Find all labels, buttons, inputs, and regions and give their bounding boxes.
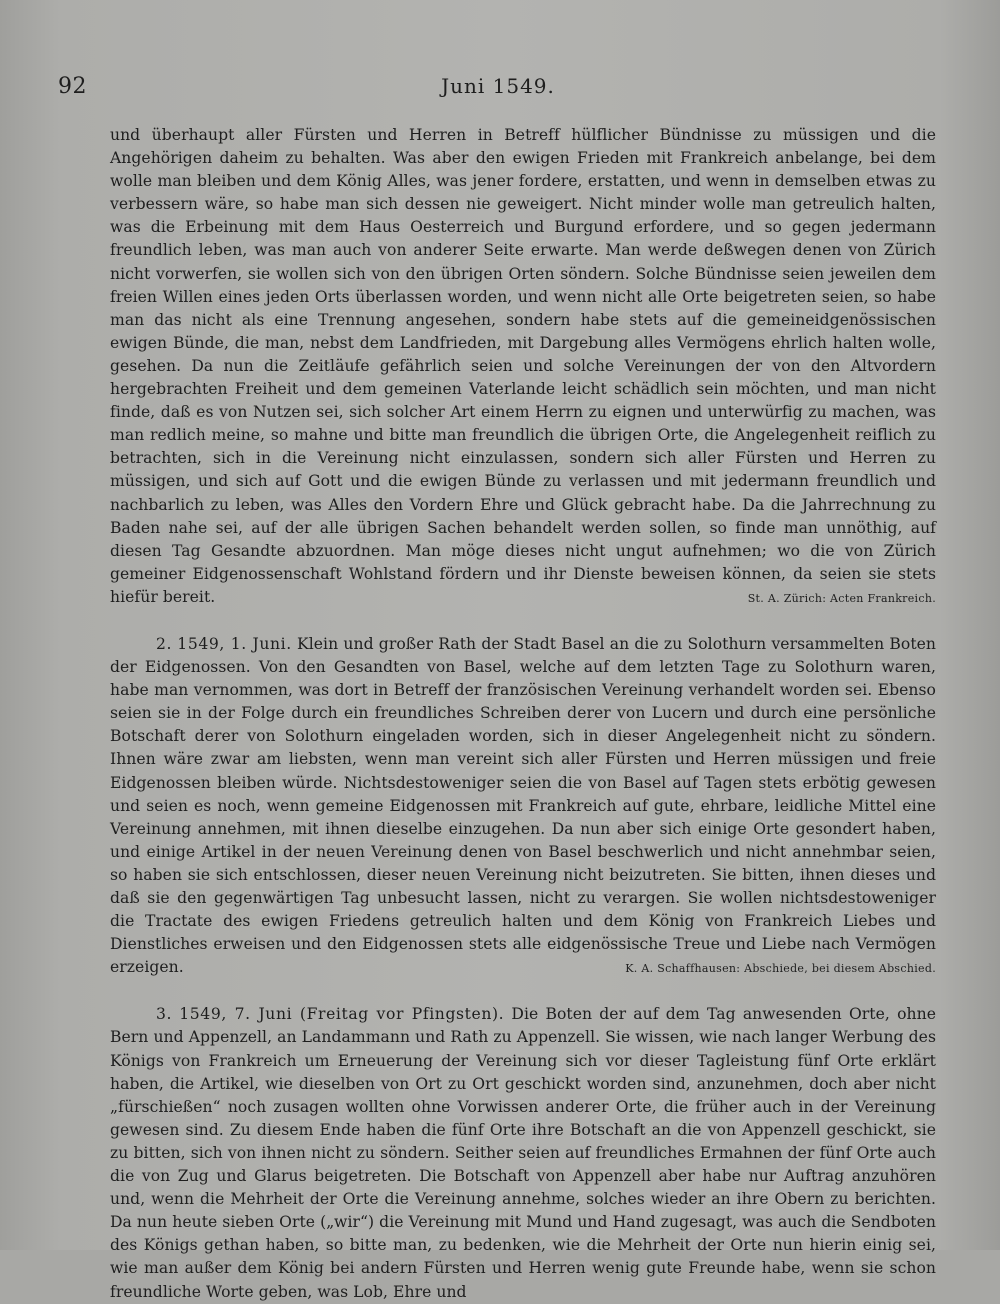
running-head: Juni 1549. bbox=[441, 74, 555, 98]
continuation-paragraph bbox=[110, 124, 936, 610]
entry-number: 3. bbox=[156, 1005, 173, 1024]
entry-number: 2. bbox=[156, 634, 173, 653]
entry-date: 1549, 7. Juni (Freitag vor Pfingsten). bbox=[179, 1005, 505, 1024]
paragraph-text: Die Boten der auf dem Tag anwesenden Orte, ohne Bern und Appenzell, an Landammann und Rath zu Appenzell. Sie wissen, wie nach langer Werbung des Königs von Frankreich um Erneuerung der Vereinung sich vor dieser Tagleistung fünf Orte erklärt haben, die Artikel, wie dieselben von Ort zu Ort geschickt worden sind, anzunehmen, doch aber nicht „fürschießen“ noch zusagen wollten ohne Vorwissen anderer Orte, die früher auch in der Vereinung gewesen sind. Zu diesem Ende haben die fünf Orte ihre Botschaft an die von Appenzell geschickt, sie zu bitten, sich von ihnen nicht zu söndern. Seither seien auf freundliches Ermahnen der fünf Orte auch die von Zug und Glarus beigetreten. Die Botschaft von Appenzell aber habe nur Auftrag anzuhören und, wenn die Mehrheit der Orte die Vereinung annehme, solches wieder an ihre Obern zu berichten. Da nun heute sieben Orte („wir“) die Vereinung mit Mund und Hand zugesagt, was auch die Sendboten des Königs gethan haben, so bitte man, zu bedenken, wie die Mehrheit der Orte nun hierin einig sei, wie man außer dem König bei andern Fürsten und Herren wenig gute Freunde habe, wenn sie schon freundliche Worte geben, was Lob, Ehre und bbox=[110, 1005, 936, 1301]
entry-date: 1549, 1. Juni. bbox=[177, 634, 292, 653]
source-citation: K. A. Schaffhausen: Abschiede, bei diesem Abschied. bbox=[625, 962, 936, 976]
entry-paragraph bbox=[110, 1003, 936, 1303]
body-text bbox=[110, 124, 936, 1304]
paragraph-text: Klein und großer Rath der Stadt Basel an die zu Solothurn versammelten Boten der Eidgenossen. Von den Gesandten von Basel, welche auf dem letzten Tage zu Solothurn waren, habe man vernommen, was dort in Betreff der französischen Vereinung verhandelt worden sei. Ebenso seien sie in der Folge durch ein freundliches Schreiben derer von Lucern und durch eine persönliche Botschaft derer von Solothurn eingeladen worden, sich in dieser Angelegenheit nicht zu söndern. Ihnen wäre zwar am liebsten, wenn man vereint sich aller Fürsten und Herren müssigen und freie Eidgenossen bleiben würde. Nichtsdestoweniger seien die von Basel auf Tagen stets erbötig gewesen und seien es noch, wenn gemeine Eidgenossen mit Frankreich auf gute, ehrbare, leidliche Mittel eine Vereinung annehmen, mit ihnen dieselbe einzugehen. Da nun aber sich einige Orte gesondert haben, und einige Artikel in der neuen Vereinung denen von Basel beschwerlich und nicht annehmbar seien, so haben sie sich entschlossen, dieser neuen Vereinung nicht beizutreten. Sie bitten, ihnen dieses und daß sie den gegenwärtigen Tag unbesucht lassen, nicht zu verargen. Sie wollen nichtsdestoweniger die Tractate des ewigen Friedens getreulich halten und dem König von Frankreich Liebes und Dienstliches erweisen und den Eidgenossen stets alle eidgenössische Treue und Liebe nach Vermögen erzeigen. bbox=[110, 634, 937, 977]
page-number: 92 bbox=[58, 74, 87, 99]
source-citation: St. A. Zürich: Acten Frankreich. bbox=[747, 591, 936, 605]
page-header bbox=[58, 74, 938, 104]
entry-paragraph bbox=[110, 633, 936, 980]
paragraph-text: und überhaupt aller Fürsten und Herren in Betreff hülflicher Bündnisse zu müssigen und die Angehörigen daheim zu behalten. Was aber den ewigen Frieden mit Frankreich anbelange, bei dem wolle man bleiben und dem König Alles, was jener fordere, erstatten, und wenn in demselben etwas zu verbessern wäre, so habe man sich dessen nie geweigert. Nicht minder wolle man getreulich halten, was die Erbeinung mit dem Haus Oesterreich und Burgund erfordere, und so gegen jedermann freundlich leben, was man auch von anderer Seite erwarte. Man werde deßwegen denen von Zürich nicht vorwerfen, sie wollen sich von den übrigen Orten söndern. Solche Bündnisse seien jeweilen dem freien Willen eines jeden Orts überlassen worden, und wenn nicht alle Orte beigetreten seien, so habe man das nicht als eine Trennung angesehen, sondern habe stets auf die gemeineidgenössischen ewigen Bünde, die man, nebst dem Landfrieden, mit Dargebung alles Vermögens ehrlich halten wolle, gesehen. Da nun die Zeitläufe gefährlich seien und solche Vereinungen der von den Altvordern hergebrachten Freiheit und dem gemeinen Vaterlande leicht schädlich sein möchten, und man nicht finde, daß es von Nutzen sei, sich solcher Art einem Herrn zu eignen und unterwürfig zu machen, was man redlich meine, so mahne und bitte man freundlich die übrigen Orte, die Angelegenheit reiflich zu betrachten, sich in die Vereinung nicht einzulassen, sondern sich aller Fürsten und Herren zu müssigen, und sich auf Gott und die ewigen Bünde zu verlassen und mit jedermann freundlich und nachbarlich zu leben, was Alles den Vordern Ehre und Glück gebracht habe. Da die Jahrrechnung zu Baden nahe sei, auf der alle übrigen Sachen behandelt werden sollen, so finde man unnöthig, auf diesen Tag Gesandte abzuordnen. Man möge dieses nicht ungut aufnehmen; wo die von Zürich gemeiner Eidgenossenschaft Wohlstand fördern und ihr Dienste beweisen können, da seien sie stets hiefür bereit. bbox=[110, 126, 936, 606]
